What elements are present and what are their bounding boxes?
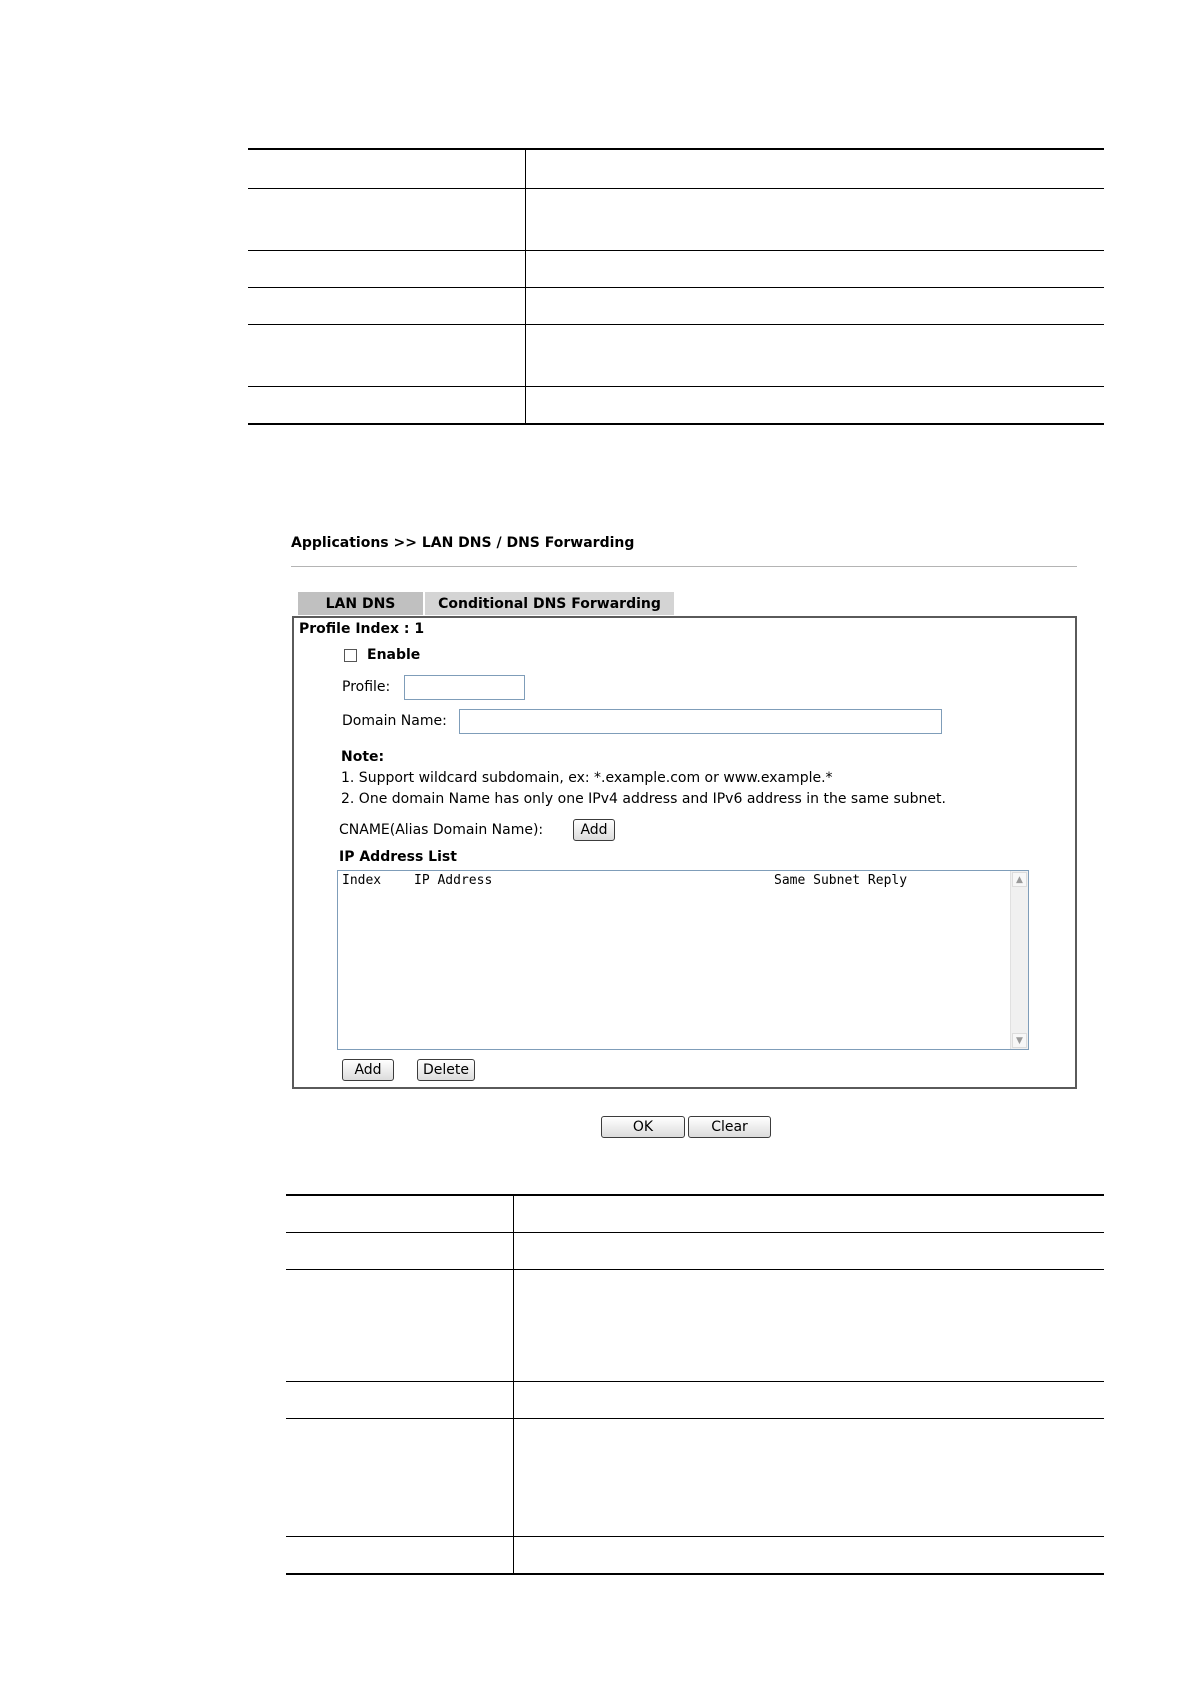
delete-button[interactable]: Delete (417, 1059, 475, 1081)
note-line-1: 1. Support wildcard subdomain, ex: *.example.com or www.example.* (341, 770, 833, 786)
breadcrumb: Applications >> LAN DNS / DNS Forwarding (291, 535, 635, 551)
column-ip-address: IP Address (414, 873, 493, 888)
scroll-up-icon[interactable]: ▲ (1012, 872, 1027, 887)
clear-button[interactable]: Clear (688, 1116, 771, 1138)
profile-panel (292, 616, 1077, 1089)
manual-table-bottom (286, 1194, 1104, 1575)
add-button[interactable]: Add (342, 1059, 394, 1081)
ok-button[interactable]: OK (601, 1116, 685, 1138)
profile-index-label: Profile Index : 1 (299, 621, 425, 637)
note-line-2: 2. One domain Name has only one IPv4 address and IPv6 address in the same subnet. (341, 791, 946, 807)
profile-input[interactable] (404, 675, 525, 700)
profile-label: Profile: (342, 679, 391, 695)
scroll-down-icon[interactable]: ▼ (1012, 1033, 1027, 1048)
ip-address-list[interactable] (337, 870, 1029, 1050)
domain-name-label: Domain Name: (342, 713, 447, 729)
tab-conditional-dns-forwarding[interactable]: Conditional DNS Forwarding (425, 592, 674, 615)
enable-checkbox[interactable] (344, 649, 357, 662)
list-scrollbar[interactable] (1010, 871, 1028, 1049)
column-index: Index (342, 873, 382, 888)
column-same-subnet-reply: Same Subnet Reply (774, 873, 908, 888)
tab-lan-dns[interactable]: LAN DNS (298, 592, 423, 615)
ip-address-list-title: IP Address List (339, 849, 457, 865)
manual-table-top (248, 148, 1104, 425)
enable-label: Enable (367, 647, 421, 663)
cname-add-button[interactable]: Add (573, 819, 615, 841)
breadcrumb-divider (291, 566, 1077, 567)
note-title: Note: (341, 749, 385, 765)
cname-label: CNAME(Alias Domain Name): (339, 822, 544, 838)
domain-name-input[interactable] (459, 709, 942, 734)
